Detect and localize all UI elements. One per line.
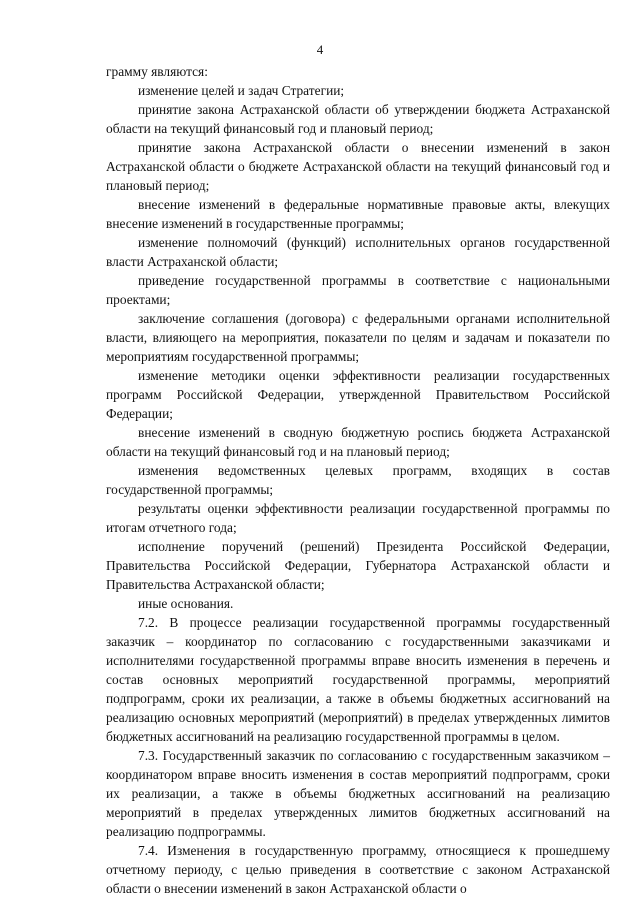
document-body: [106, 62, 610, 898]
list-item-instructions: исполнение поручений (решений) Президента Российской Федерации, Правительства Российской Федерации, Губернатора Астраханской области и Правительства Астраханской области;: [106, 539, 610, 592]
list-item-goals-change: изменение целей и задач Стратегии;: [138, 83, 345, 98]
list-item-departmental-programs: изменения ведомственных целевых программ, входящих в состав государственной программы;: [106, 463, 610, 497]
list-item-budget-schedule: внесение изменений в сводную бюджетную роспись бюджета Астраханской области на текущий финансовый год и на плановый период;: [106, 425, 610, 459]
paragraph-intro: грамму являются:: [106, 64, 208, 79]
section-7-3: 7.3. Государственный заказчик по согласованию с государственным заказчиком – координатором вправе вносить изменения в состав мероприятий подпрограмм, сроки их реализации, а также в объемы бюджетных ассигнований на реализацию мероприятий в пределах утвержденных лимитов бюджетных ассигнований на реализацию подпрограммы.: [106, 748, 610, 839]
section-7-4: 7.4. Изменения в государственную программу, относящиеся к прошедшему отчетному периоду, с целью приведения в соответствие с законом Астраханской области о внесении изменений в закон Астраханской области о: [106, 843, 610, 896]
list-item-budget-law: принятие закона Астраханской области об утверждении бюджета Астраханской области на текущий финансовый год и плановый период;: [106, 102, 610, 136]
list-item-agreement: заключение соглашения (договора) с федеральными органами исполнительной власти, влияющего на мероприятия, показатели по целям и задачам и показатели по мероприятиям государственной программы;: [106, 311, 610, 364]
list-item-budget-amend: принятие закона Астраханской области о внесении изменений в закон Астраханской области о бюджете Астраханской области на текущий финансовый год и плановый период;: [106, 140, 610, 193]
list-item-national-projects: приведение государственной программы в соответствие с национальными проектами;: [106, 273, 610, 307]
list-item-evaluation-results: результаты оценки эффективности реализации государственной программы по итогам отчетного года;: [106, 501, 610, 535]
section-7-2: 7.2. В процессе реализации государственной программы государственный заказчик – координатор по согласованию с государственными заказчиками и исполнителями государственной программы вправе вносить изменения в перечень и состав основных мероприятий государственной программы, мероприятий подпрограмм, сроки их реализации, а также в объемы бюджетных ассигнований на реализацию основных мероприятий (мероприятий) в пределах утвержденных лимитов бюджетных ассигнований на реализацию государственной программы в целом.: [106, 615, 610, 744]
list-item-federal-acts: внесение изменений в федеральные нормативные правовые акты, влекущих внесение изменений в государственные программы;: [106, 197, 610, 231]
page-number: 4: [316, 42, 324, 57]
list-item-methodology: изменение методики оценки эффективности реализации государственных программ Российской Федерации, утвержденной Правительством Российской Федерации;: [106, 368, 610, 421]
list-item-other: иные основания.: [138, 596, 234, 611]
list-item-powers-change: изменение полномочий (функций) исполнительных органов государственной власти Астраханской области;: [106, 235, 610, 269]
